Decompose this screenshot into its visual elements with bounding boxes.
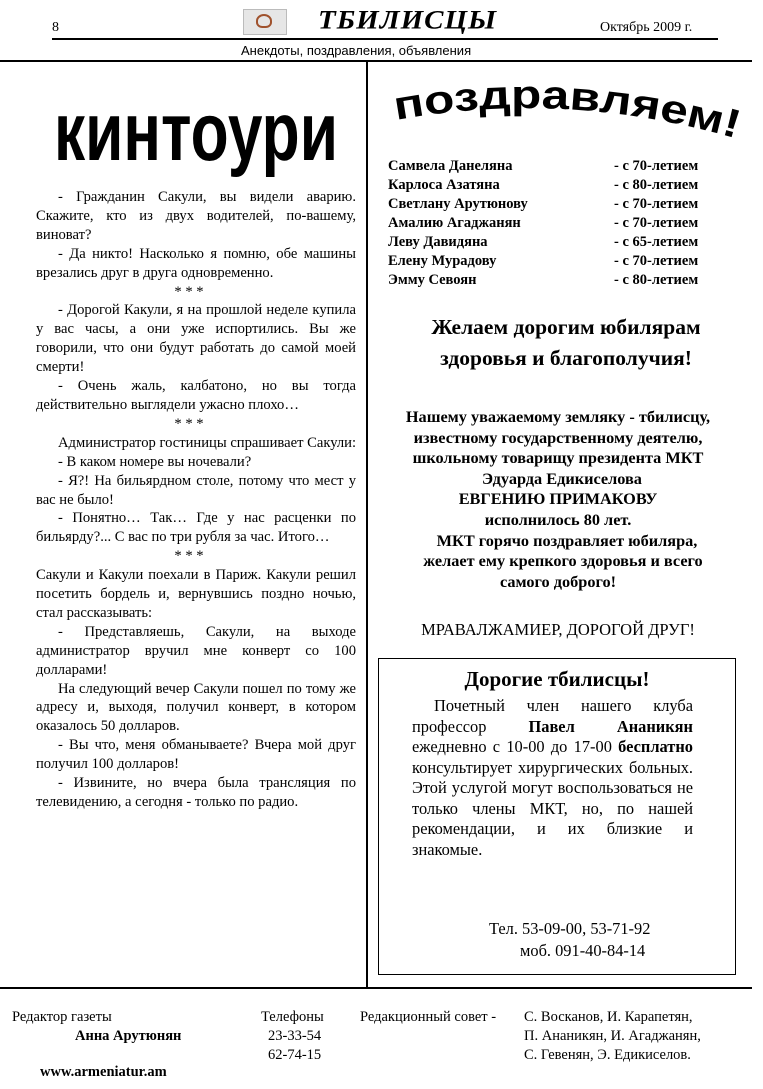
greeting-line: МКТ горячо поздравляет юбиляра, [436, 530, 698, 550]
jubilee-age: - с 70-летием [614, 196, 699, 212]
council-members: С. Восканов, И. Карапетян, [524, 1009, 693, 1025]
toast-line: МРАВАЛЖАМИЕР, ДОРОГОЙ ДРУГ! [421, 620, 695, 639]
column-divider [366, 61, 368, 987]
doctor-name: Павел Ананикян [528, 716, 693, 736]
jubilee-name: Леву Давидяна [388, 234, 488, 250]
jubilee-name: Самвела Данеляна [388, 158, 513, 174]
jubilee-name: Амалию Агаджанян [388, 215, 521, 231]
phones-label: Телефоны [261, 1009, 324, 1025]
joke-paragraph: - Представляешь, Сакули, на выходе администратор вручил мне конверт со 100 долларами! [36, 623, 356, 678]
jubilee-item [388, 157, 728, 176]
joke-paragraph: - Я?! На бильярдном столе, потому что мест у вас не было! [36, 472, 356, 508]
section-tag: Анекдоты, поздравления, объявления [241, 43, 472, 58]
issue-date: Октябрь 2009 г. [600, 20, 693, 35]
jubilee-name: Карлоса Азатяна [388, 177, 500, 193]
council-label: Редакционный совет - [360, 1009, 497, 1025]
jubilee-item [388, 271, 728, 290]
greeting-line: самого доброго! [499, 571, 617, 591]
joke-separator: * * * [174, 548, 204, 565]
joke-paragraph: - Извините, но вчера была трансляция по телевидению, а сегодня - только по радио. [36, 775, 356, 810]
jubilee-name: Эмму Севоян [388, 272, 477, 288]
club-notice-title: Дорогие тбилисцы! [464, 667, 650, 691]
jubilee-age: - с 70-летием [614, 158, 699, 174]
club-notice-text [412, 696, 693, 860]
wish-line: здоровья и благополучия! [440, 346, 692, 370]
joke-paragraph: - Дорогой Какули, я на прошлой неделе купила у вас часы, а они уже испортились. Вы же говорили, что они будут работать до самой моей смерти! [36, 302, 356, 376]
joke-paragraph: - Да никто! Насколько я помню, обе машины врезались друг в друга одновременно. [36, 245, 356, 281]
joke-paragraph: - В каком номере вы ночевали? [58, 453, 252, 470]
primakov-greeting [372, 407, 744, 592]
club-text-part: ежедневно с 10-00 до 17-00 [412, 737, 619, 756]
joke-paragraph: Сакули и Какули поехали в Париж. Какули решил посетить бордель и, вернувшись поздно ночью, стал рассказывать: [36, 567, 356, 621]
jubilee-age: - с 70-летием [614, 253, 699, 269]
phone-number: 62-74-15 [268, 1047, 322, 1063]
club-notice-box [378, 658, 736, 975]
editor-label: Редактор газеты [12, 1009, 112, 1025]
joke-paragraph: - Очень жаль, калбатоно, но вы тогда действительно выглядели ужасно плохо… [36, 378, 356, 413]
jubilee-age: - с 80-летием [614, 272, 699, 288]
jubilee-age: - с 70-летием [614, 215, 699, 231]
club-text-part: Почетный член нашего клуба профессор [412, 696, 693, 736]
greeting-line: ЕВГЕНИЮ ПРИМАКОВУ [458, 489, 658, 509]
joke-separator: * * * [174, 283, 204, 300]
bottom-divider [0, 987, 752, 989]
editor-name: Анна Арутюнян [75, 1028, 182, 1044]
jubilee-name: Елену Мурадову [388, 253, 497, 269]
jubilee-item [388, 195, 728, 214]
council-members: П. Ананикян, И. Агаджанян, [524, 1028, 701, 1044]
page-number: 8 [52, 20, 59, 35]
club-text-part: консультирует хирургических больных. Этой услугой могут воспользоваться не только члены МКТ, но, по нашей рекомендации, и их близкие и знакомые. [412, 757, 693, 859]
joke-paragraph: Администратор гостиницы спрашивает Сакули: [58, 434, 357, 451]
club-phones [489, 918, 650, 962]
greeting-line: известному государственному деятелю, [413, 427, 703, 447]
phone-number: 23-33-54 [268, 1028, 322, 1044]
header-rule [52, 38, 718, 40]
jubilee-item [388, 252, 728, 271]
wish-block [378, 312, 754, 374]
joke-paragraph: - Понятно… Так… Где у нас расценки по бильярду?... С вас по три рубля за час. Итого… [36, 510, 356, 546]
jokes-column [36, 188, 356, 812]
congrats-headline [386, 80, 756, 160]
greeting-line: Нашему уважаемому земляку - тбилисцу, [405, 407, 711, 426]
top-divider [0, 60, 752, 62]
jubilee-name: Светлану Арутюнову [388, 196, 528, 212]
greeting-line: желает ему крепкого здоровья и всего [423, 551, 703, 571]
jubilee-item [388, 176, 728, 195]
greeting-line: школьному товарищу президента МКТ [412, 448, 704, 468]
joke-paragraph: - Вы что, меня обманываете? Вчера мой друг получил 100 долларов! [36, 737, 356, 773]
joke-separator: * * * [174, 415, 204, 432]
jokes-headline [50, 86, 342, 179]
website-link[interactable]: www.armeniatur.am [40, 1064, 167, 1080]
jubilee-age: - с 80-летием [614, 177, 699, 193]
joke-paragraph: - Гражданин Сакули, вы видели аварию. Скажите, кто из двух водителей, по-вашему, виноват? [36, 189, 356, 243]
council-members: С. Гевенян, Э. Едикиселов. [524, 1047, 691, 1063]
greeting-line: исполнилось 80 лет. [484, 509, 632, 529]
wish-line: Желаем дорогим юбилярам [431, 315, 701, 339]
publisher-logo-icon [243, 9, 287, 35]
jubilee-item [388, 214, 728, 233]
club-phone-line: Тел. 53-09-00, 53-71-92 [489, 919, 651, 938]
newspaper-masthead: ТБИЛИСЦЫ [318, 6, 498, 35]
club-mobile-line: моб. 091-40-84-14 [520, 941, 646, 960]
greeting-line: Эдуарда Едикиселова [482, 468, 642, 488]
jubilee-item [388, 233, 728, 252]
free-label: бесплатно [618, 737, 693, 756]
joke-paragraph: На следующий вечер Сакули пошел по тому же адресу и, выходя, получил конверт, в котором оказалось 50 долларов. [36, 680, 356, 735]
congrats-headline-text: поздравляем! [390, 80, 743, 147]
jubilee-age: - с 65-летием [614, 234, 699, 250]
jubilee-list [388, 157, 728, 290]
jokes-headline-text: кинтоури [54, 86, 339, 179]
